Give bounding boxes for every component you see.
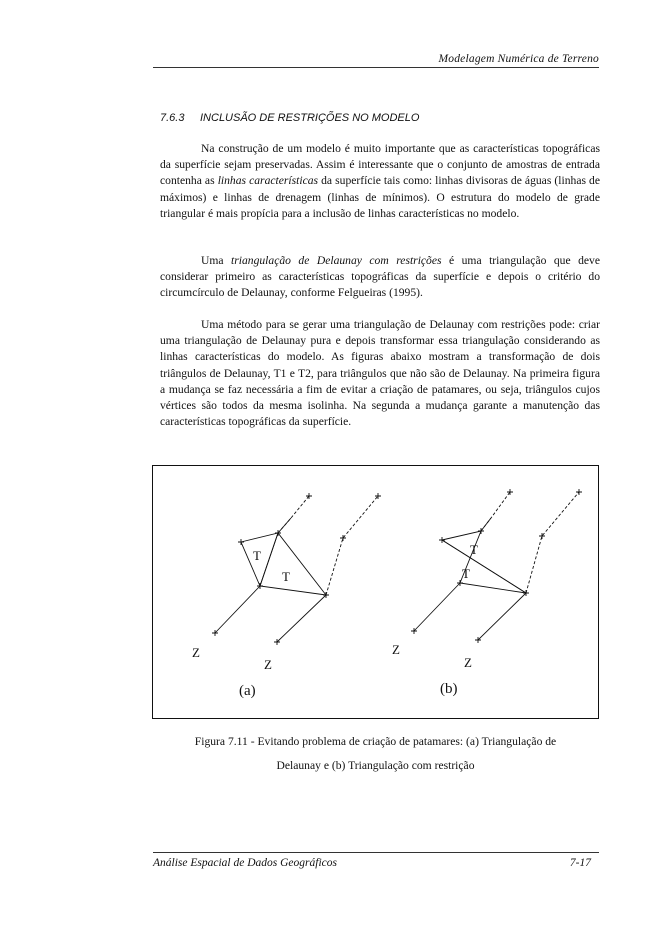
panel-a [192, 493, 381, 699]
panel-b [392, 489, 582, 697]
panel-b-isoline-2 [481, 518, 491, 531]
paragraph-1-text-a: Na construção de um modelo é muito importante que as características topográficas da superfície sejam preservadas. Assim é interessante que o conjunto de amostras de entrada contenha as [160, 142, 600, 188]
figure-caption [152, 730, 599, 778]
panel-b-vertices [411, 489, 582, 643]
panel-a-triangle-2 [260, 533, 326, 595]
panel-a-isoline-2 [278, 518, 291, 533]
section-title: INCLUSÃO DE RESTRIÇÕES NO MODELO [200, 112, 420, 124]
paragraph-2-emphasis: triangulação de Delaunay com restrições [231, 254, 442, 267]
footer-rule [153, 852, 599, 853]
panel-b-diagonal [442, 540, 526, 593]
paragraph-2 [160, 253, 600, 302]
page-number: 7-17 [569, 857, 591, 869]
section-number: 7.6.3 [160, 112, 185, 124]
caption-line-2: Delaunay e (b) Triangulação com restrição [276, 759, 475, 772]
panel-b-isoline-4-dashed [526, 492, 579, 593]
running-footer: Análise Espacial de Dados Geográficos [153, 857, 337, 869]
paragraph-2-text-a: Uma [201, 254, 232, 267]
panel-b-isoline-1 [414, 583, 460, 631]
panel-b-label-t2: T [462, 566, 470, 581]
panel-a-label-z1: Z [192, 645, 200, 660]
panel-b-label: (b) [440, 681, 458, 697]
section-heading [160, 112, 419, 124]
paragraph-1-emphasis: linhas características [217, 174, 319, 188]
caption-line-1: Figura 7.11 - Evitando problema de criação de patamares: (a) Triangulação de [194, 735, 557, 748]
panel-a-label: (a) [239, 683, 256, 699]
paragraph-3-text: Uma método para se gerar uma triangulação de Delaunay com restrições pode: criar uma triangulação de Delaunay pura e depois transformar essa triangulação considerando as linhas características do modelo. As figuras abaixo mostram a transformação de dois triângulos de Delaunay, T1 e T2, para triângulos que não são de Delaunay. Na primeira figura a mudança se faz necessária a fim de evitar a criação de patamares, ou seja, triângulos cujos vértices são todos da mesma isolinha. Na segunda a mudança garante a manutenção das características topográficas da superfície. [160, 318, 600, 429]
header-rule [153, 67, 599, 68]
paragraph-1 [160, 141, 600, 222]
figure-7-11 [152, 465, 599, 719]
panel-a-isoline-3 [277, 595, 326, 642]
panel-b-label-t1: T [470, 542, 478, 557]
paragraph-3 [160, 317, 600, 430]
panel-a-label-t1: T [253, 548, 261, 563]
panel-a-isoline-4-dashed [326, 496, 378, 595]
triangulation-diagram [153, 466, 600, 720]
panel-a-isoline-1 [215, 586, 260, 633]
panel-a-label-t2: T [282, 569, 290, 584]
panel-b-label-z2: Z [464, 655, 472, 670]
paragraph-1-text-b: da superfície tais como: linhas divisoras de águas (linhas de máximos) e linhas de drenagem (linhas de mínimos). O estrutura do modelo de grade triangular é mais propícia para a inclusão de linhas características no modelo. [160, 174, 601, 220]
paragraph-2-text-b: é uma triangulação que deve considerar primeiro as características topográficas da superfície e depois o critério do circumcírculo de Delaunay, conforme Felgueiras (1995). [160, 254, 600, 300]
panel-b-quad [442, 531, 526, 593]
running-header: Modelagem Numérica de Terreno [438, 53, 599, 65]
panel-a-vertices [212, 493, 381, 645]
panel-b-isoline-3 [478, 593, 526, 640]
panel-b-label-z1: Z [392, 642, 400, 657]
panel-a-label-z2: Z [264, 657, 272, 672]
